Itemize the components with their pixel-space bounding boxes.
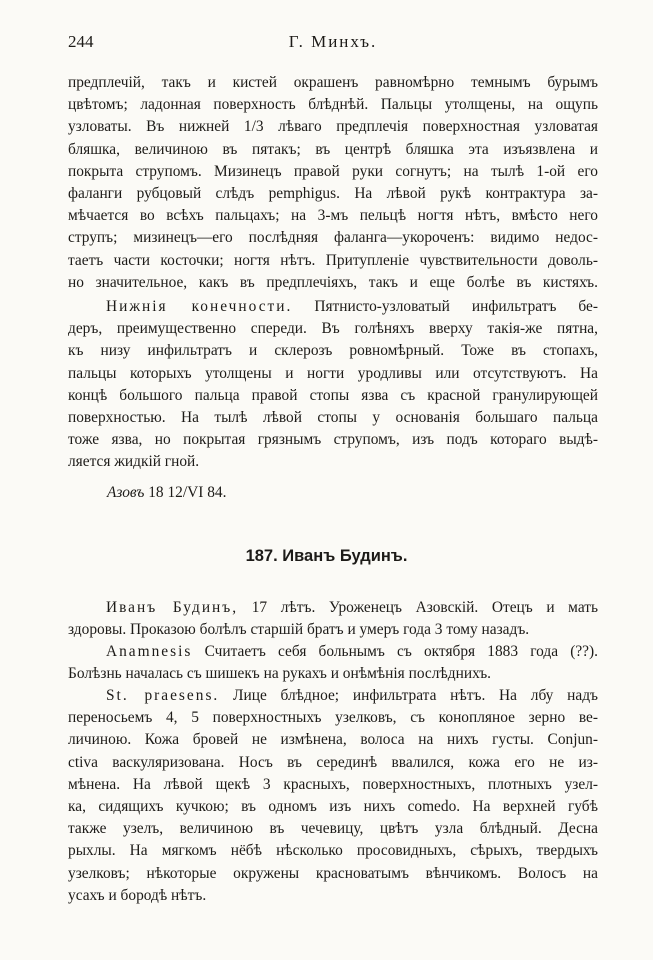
text-line: поверхностью. На тылѣ лѣвой стопы у основанія большаго пальца	[68, 409, 598, 427]
text-line: предплечій, такъ и кистей окрашенъ равномѣрно темнымъ бурымъ	[68, 74, 598, 91]
text-line: узловаты. Въ нижней 1/3 лѣваго предплечія поверхностная узловатая	[68, 118, 598, 136]
page-number: 244	[68, 32, 94, 51]
text-line: Лице блѣдное; инфильтрата нѣтъ. На лбу надъ	[233, 687, 598, 704]
text-line: фаланги рубцовый слѣдъ pemphigus. На лѣвой рукѣ контрактура за-	[68, 185, 598, 203]
text-line: 17 лѣтъ. Уроженецъ Азовскій. Отецъ и мать	[251, 599, 598, 616]
text-line: пальцы которыхъ утолщены и ногти уродливы или отсутствуютъ. На	[68, 364, 598, 382]
date: 18 12/VI 84.	[148, 484, 227, 501]
section-lead: Нижнія конечности.	[106, 298, 293, 315]
text-line: Считаетъ себя больнымъ съ октября 1883 года (??).	[204, 643, 598, 660]
patient-name-lead: Иванъ Будинъ,	[106, 599, 239, 616]
place-date	[107, 484, 226, 502]
text-line: ctiva васкуляризована. Носъ въ серединѣ ввалился, кожа его не из-	[68, 753, 598, 771]
page-header	[68, 32, 598, 58]
text-line: мѣчается во всѣхъ пальцахъ; на 3-мъ пельцѣ ногтя нѣтъ, вмѣсто него	[68, 207, 598, 225]
text-line: струпъ; мизинецъ—его послѣдняя фаланга—укороченъ: видимо недос-	[68, 229, 598, 247]
text-line: концѣ большого пальца правой стопы язва съ красной гранулирующей	[68, 386, 598, 404]
anamnesis-paragraph	[68, 641, 598, 685]
text-line: Болѣзнь началась съ шишекъ на рукахъ и онѣмѣнія послѣднихъ.	[68, 665, 492, 683]
text-line: также узелъ, величиною въ чечевицу, цвѣтъ узла блѣдный. Десна	[68, 820, 598, 838]
text-line: таетъ части косточки; ногтя нѣтъ. Притупленіе чувствительности доволь-	[68, 251, 598, 269]
text-line: деръ, преимущественно спереди. Въ голѣняхъ вверху такія-же пятна,	[68, 320, 598, 338]
text-line: къ низу инфильтратъ и склерозъ ровномѣрный. Тоже въ стопахъ,	[68, 342, 598, 360]
status-praesens-paragraph	[68, 685, 598, 907]
text-line: тоже язва, но покрытая грязнымъ струпомъ, изъ подъ котораго выдѣ-	[68, 431, 598, 449]
text-line: покрыта струпомъ. Мизинецъ правой руки согнутъ; на тылѣ 1-ой его	[68, 162, 598, 180]
case-intro	[68, 597, 598, 641]
text-line: усахъ и бородѣ нѣтъ.	[68, 886, 207, 904]
anamnesis-lead: Anamnesis	[106, 643, 193, 660]
lower-limbs-paragraph	[68, 296, 598, 474]
text-line: цвѣтомъ; ладонная поверхность блѣднѣй. Пальцы утолщены, на ощупь	[68, 96, 598, 114]
text-line: ляется жидкій гной.	[68, 453, 200, 471]
running-title: Г. Минхъ.	[288, 32, 378, 51]
text-line: личиною. Кожа бровей не измѣнена, волоса на нихъ густы. Conjun-	[68, 731, 598, 749]
text-line: рыхлы. На мягкомъ нёбѣ нѣсколько просовидныхъ, сѣрыхъ, твердыхъ	[68, 842, 598, 860]
case-heading: 187. Иванъ Будинъ.	[245, 547, 408, 565]
text-line: узелковъ; нѣкоторые окружены красноватымъ вѣнчикомъ. Волосъ на	[68, 864, 598, 882]
continued-paragraph	[68, 72, 598, 294]
status-praesens-lead: St. praesens.	[106, 687, 220, 704]
text-line: но значительное, какъ въ предплечіяхъ, такъ и еще болѣе въ кистяхъ.	[68, 273, 598, 291]
place: Азовъ	[107, 484, 145, 501]
text-line: бляшка, величиною въ пятакъ; въ центрѣ бляшка эта изъязвлена и	[68, 140, 598, 158]
text-line: мѣнена. На лѣвой щекѣ 3 красныхъ, поверхностныхъ, плотныхъ узел-	[68, 775, 598, 793]
text-line: здоровы. Проказою болѣлъ старшій братъ и умеръ года 3 тому назадъ.	[68, 621, 530, 639]
text-line: ка, сидящихъ кучкою; въ одномъ изъ нихъ comedo. На верхней губѣ	[68, 798, 598, 816]
text-line: переносьемъ 4, 5 поверхностныхъ узелковъ, съ конопляное зерно ве-	[68, 709, 598, 727]
text-line: Пятнисто-узловатый инфильтратъ бе-	[314, 298, 598, 315]
